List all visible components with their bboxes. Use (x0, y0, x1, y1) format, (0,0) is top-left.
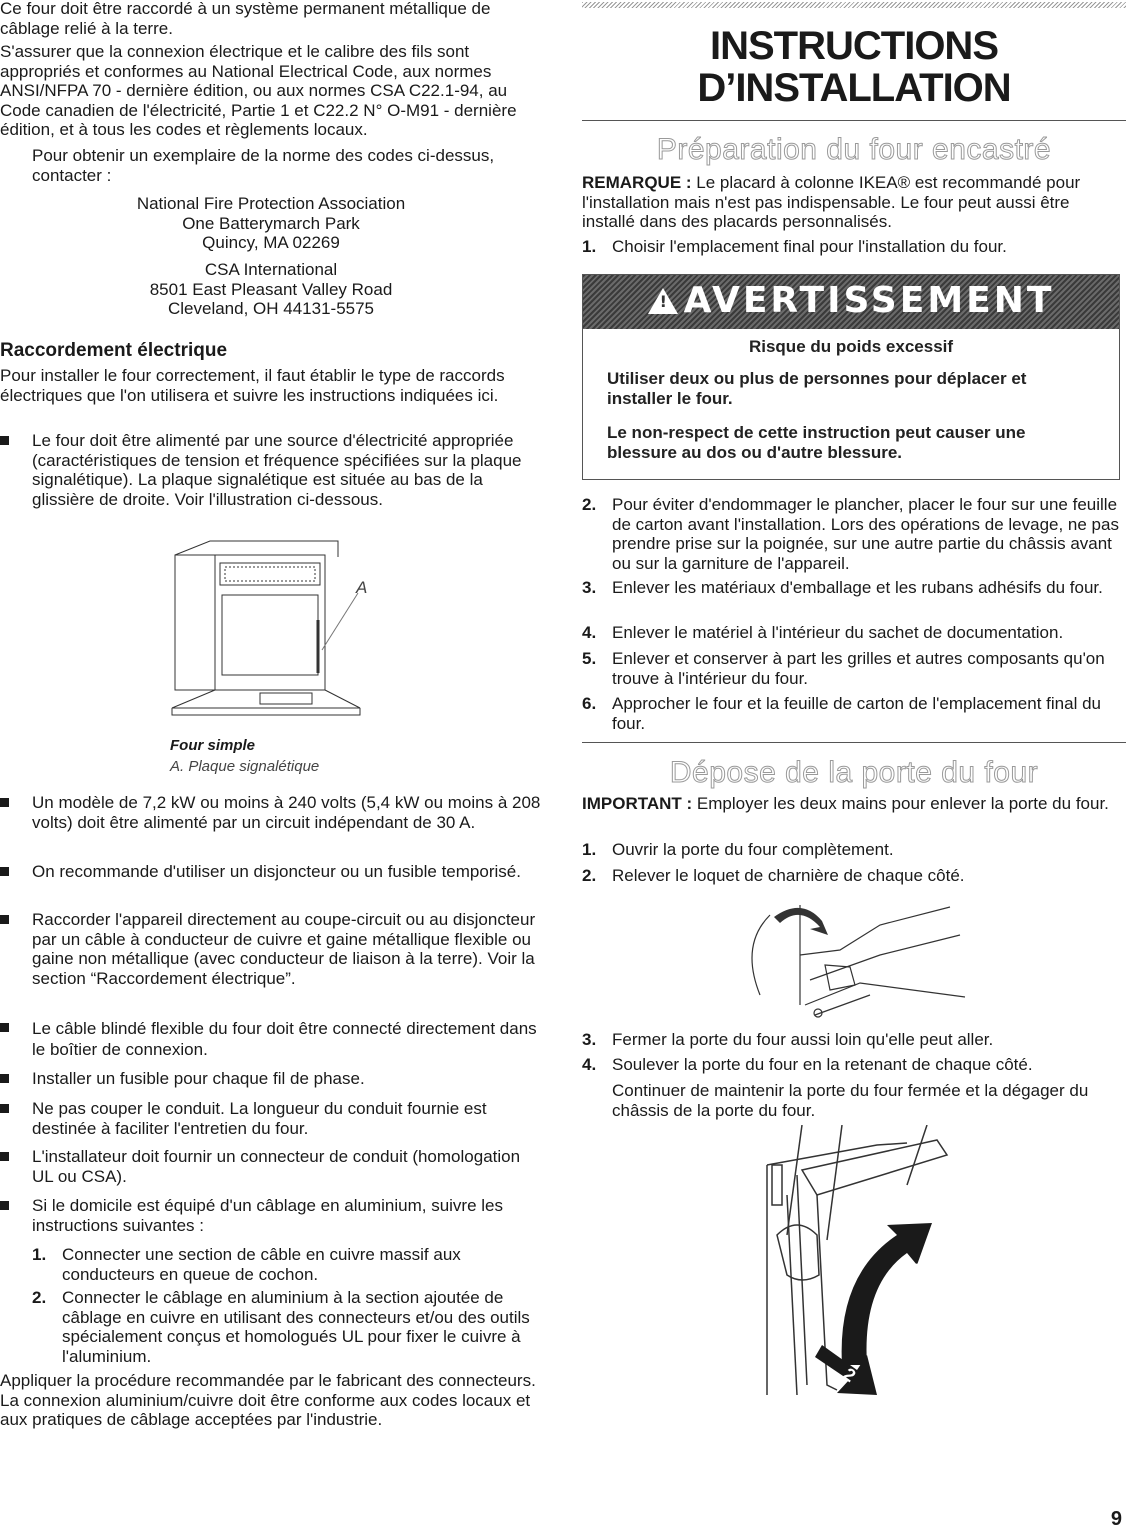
address-nfpa (0, 194, 542, 253)
step-item (582, 649, 1126, 688)
intro-paragraph: Ce four doit être raccordé à un système permanent métallique de câblage relié à la terre. (0, 0, 491, 38)
step-text: Relever le loquet de charnière de chaque côté. (612, 866, 965, 885)
hinge-latch-illustration (730, 895, 970, 1025)
warning-risk: Risque du poids excessif (748, 337, 954, 356)
section-heading-electrical: Raccordement électrique (0, 340, 228, 361)
step-number: 5. (582, 649, 597, 668)
step-text: Enlever les matériaux d'emballage et les rubans adhésifs du four. (612, 578, 1103, 597)
address-csa (0, 260, 542, 319)
step-item (582, 578, 1126, 598)
bullet-item: Si le domicile est équipé d'un câblage en aluminium, suivre les instructions suivantes : (0, 1196, 542, 1235)
section-heading-door-removal: Dépose de la porte du four (669, 756, 1039, 789)
step-number: 1. (582, 840, 597, 859)
step-text: Enlever et conserver à part les grilles et autres composants qu'on trouve à l'intérieur du four. (612, 649, 1105, 688)
warning-header (583, 275, 1119, 329)
divider (582, 742, 1126, 743)
page-number: 9 (1110, 1507, 1122, 1530)
warning-line2: Le non-respect de cette instruction peut causer une blessure au dos ou d'autre blessure. (607, 423, 1026, 462)
bullet-item: Le câble blindé flexible du four doit être connecté directement dans le boîtier de connexion. (0, 1018, 542, 1060)
bullet-item: On recommande d'utiliser un disjoncteur ou un fusible temporisé. (0, 862, 542, 882)
remarque-text: Le placard à colonne IKEA® est recommandé pour l'installation mais n'est pas indispensable. Le four peut aussi être installé dans des placards personnalisés. (582, 173, 1081, 231)
figure-label-a: A (356, 578, 368, 597)
step-text: Soulever la porte du four en la retenant de chaque côté. (612, 1055, 1033, 1074)
sub-step (0, 1288, 542, 1366)
step-item (582, 840, 1126, 860)
step-number: 3. (582, 578, 597, 597)
address-line: CSA International (204, 260, 338, 279)
install-paragraph: Pour installer le four correctement, il faut établir le type de raccords électriques que l'on utilisera et suivre les instructions indiquées ici. (0, 366, 505, 405)
figure-caption-title: Four simple (170, 737, 256, 754)
warning-title: AVERTISSEMENT (683, 280, 1055, 321)
step-item (582, 623, 1126, 643)
warning-triangle-icon (648, 288, 678, 314)
important-label: IMPORTANT : (582, 794, 693, 813)
remarque-paragraph (582, 173, 1126, 232)
arrow-label-2: 2 (839, 1363, 860, 1387)
bullet-item: Un modèle de 7,2 kW ou moins à 240 volts (5,4 kW ou moins à 208 volts) doit être alimenté par un circuit indépendant de 30 A. (0, 793, 542, 832)
step-item (582, 1030, 1126, 1050)
bullet-item: Ne pas couper le conduit. La longueur du conduit fournie est destinée à faciliter l'entretien du four. (0, 1099, 542, 1138)
step-item (582, 1055, 1126, 1075)
remarque-label: REMARQUE : (582, 173, 692, 192)
step-number: 2. (582, 866, 597, 885)
final-paragraph: Appliquer la procédure recommandée par le fabricant des connecteurs. La connexion aluminium/cuivre doit être conforme aux codes locaux et aux pratiques de câblage acceptées par l'industrie. (0, 1371, 536, 1429)
figure-caption-sub: A. Plaque signalétique (170, 758, 320, 775)
step-number: 4. (582, 1055, 597, 1074)
step-text: Connecter une section de câble en cuivre massif aux conducteurs en queue de cochon. (62, 1245, 461, 1284)
door-lift-illustration (757, 1125, 957, 1400)
step-number: 4. (582, 623, 597, 642)
step-text: Choisir l'emplacement final pour l'installation du four. (612, 237, 1007, 256)
codes-paragraph: S'assurer que la connexion électrique et le calibre des fils sont appropriés et conformes au National Electrical Code, aux normes ANSI/NFPA 70 - dernière édition, ou aux normes CSA C22.1-94, au Code canadien de l'électricité, Partie 1 et C22.2 N° O-M91 - dernière édition, et à tous les codes et règlements locaux. (0, 42, 517, 139)
step-number: 1. (32, 1245, 47, 1264)
step-number: 2. (32, 1288, 47, 1307)
top-band (582, 2, 1126, 8)
address-line: Quincy, MA 02269 (202, 233, 340, 252)
divider (582, 120, 1126, 121)
address-line: Cleveland, OH 44131-5575 (167, 299, 375, 318)
step-text: Enlever le matériel à l'intérieur du sachet de documentation. (612, 623, 1064, 642)
step-number: 2. (582, 495, 597, 514)
page-title-line2: D’INSTALLATION (697, 66, 1011, 110)
warning-box (582, 274, 1120, 480)
arrow-label-1: 1 (902, 1256, 928, 1287)
page-title-line1: INSTRUCTIONS (710, 24, 998, 68)
step-text: Connecter le câblage en aluminium à la section ajoutée de câblage en cuivre en utilisant des connecteurs et/ou des outils spécialement conçus et homologués UL pour fixer le cuivre à l'aluminium. (62, 1288, 530, 1366)
bullet-item: Raccorder l'appareil directement au coupe-circuit ou au disjoncteur par un câble à conducteur de cuivre et gaine métallique flexible ou gaine non métallique (avec conducteur de liaison à la terre). Voir la section “Raccordement électrique”. (0, 910, 542, 988)
important-paragraph (582, 794, 1126, 814)
step-number: 1. (582, 237, 597, 256)
step-text: Pour éviter d'endommager le plancher, placer le four sur une feuille de carton avant l'installation. Lors des opérations de levage, ne pas prendre prise sur la poignée, sur une autre partie du châssis avant ou sur la garniture de l'appareil. (612, 495, 1119, 573)
address-line: 8501 East Pleasant Valley Road (149, 279, 393, 299)
step-text: Approcher le four et la feuille de carton de l'emplacement final du four. (612, 694, 1101, 733)
bullet-item: Le four doit être alimenté par une source d'électricité appropriée (caractéristiques de tension et fréquence spécifiées sur la plaque signalétique). La plaque signalétique est située au bas de la glissière de droite. Voir l'illustration ci-dessous. (0, 431, 542, 509)
warning-line1: Utiliser deux ou plus de personnes pour déplacer et installer le four. (607, 369, 1027, 408)
address-line: National Fire Protection Association (136, 194, 406, 213)
bullet-item: L'installateur doit fournir un connecteur de conduit (homologation UL ou CSA). (0, 1147, 542, 1186)
step-number: 3. (582, 1030, 597, 1049)
oven-illustration (160, 535, 400, 735)
step-text: Ouvrir la porte du four complètement. (612, 840, 894, 859)
important-text: Employer les deux mains pour enlever la porte du four. (692, 794, 1109, 813)
bullet-item: Installer un fusible pour chaque fil de phase. (0, 1069, 542, 1089)
sub-step (0, 1245, 542, 1284)
step-item (582, 237, 1126, 257)
obtain-paragraph: Pour obtenir un exemplaire de la norme des codes ci-dessus, contacter : (32, 146, 495, 185)
step-item (582, 694, 1126, 733)
continue-paragraph: Continuer de maintenir la porte du four fermée et la dégager du châssis de la porte du four. (612, 1081, 1089, 1120)
step-text: Fermer la porte du four aussi loin qu'elle peut aller. (612, 1030, 994, 1049)
step-item (582, 866, 1126, 886)
address-line: One Batterymarch Park (182, 213, 360, 233)
step-number: 6. (582, 694, 597, 713)
step-item (582, 495, 1126, 573)
section-heading-preparation: Préparation du four encastré (656, 133, 1052, 166)
